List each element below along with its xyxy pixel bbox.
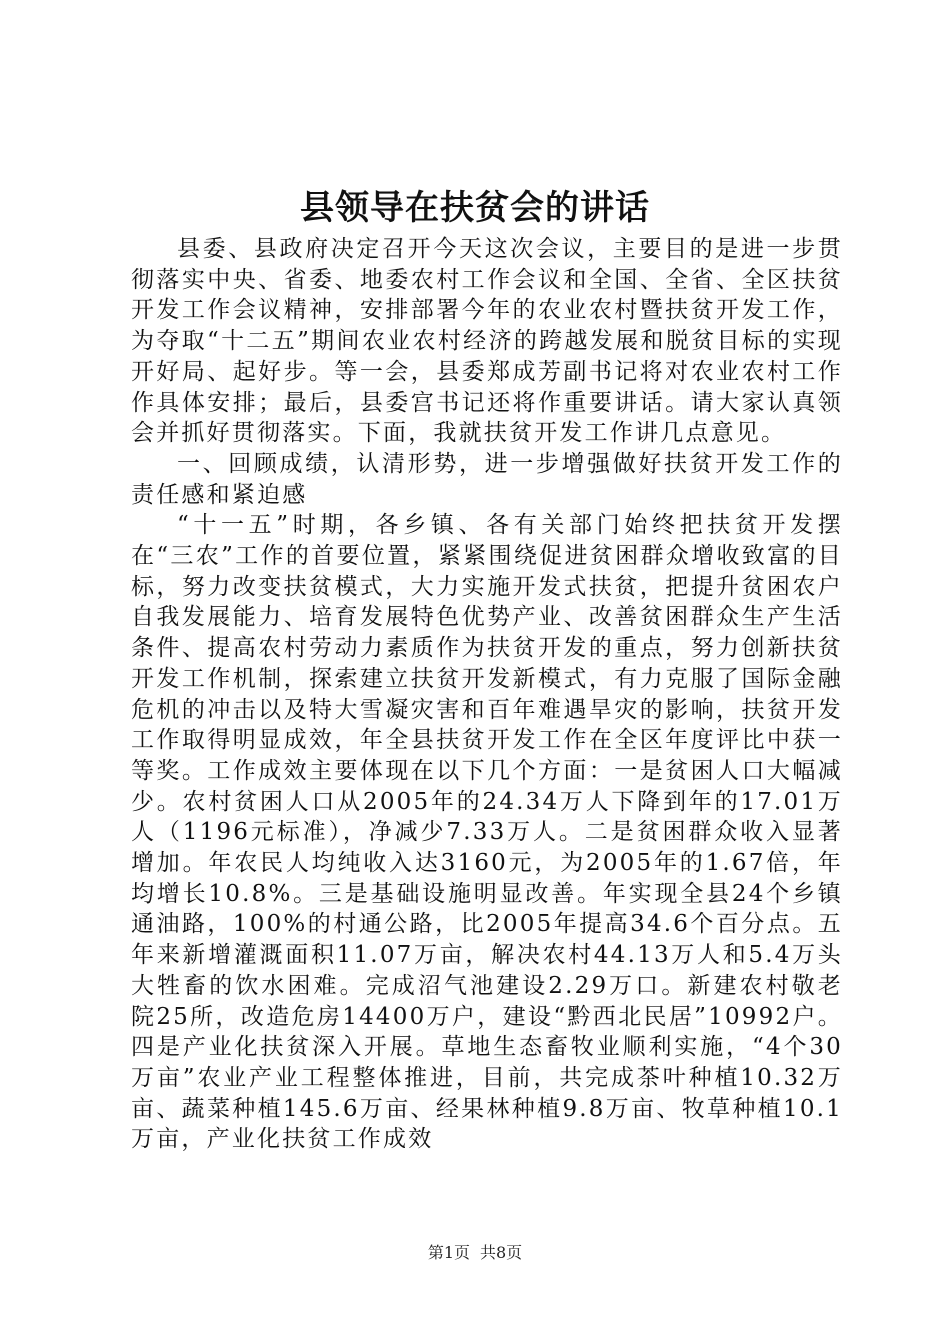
paragraph-intro: 县委、县政府决定召开今天这次会议，主要目的是进一步贯彻落实中央、省委、地委农村工作会议和全国、全省、全区扶贫开发工作会议精神，安排部署今年的农业农村暨扶贫开发工作，为夺取“十二五”期间农业农村经济的跨越发展和脱贫目标的实现开好局、起好步。等一会，县委郑成芳副书记将对农业农村工作作具体安排；最后，县委宫书记还将作重要讲话。请大家认真领会并抓好贯彻落实。下面，我就扶贫开发工作讲几点意见。 <box>131 236 843 447</box>
page-total: 共8页 <box>480 1243 523 1262</box>
document-title: 县领导在扶贫会的讲话 <box>300 188 650 228</box>
page-number: 第1页 <box>427 1243 470 1262</box>
document-body <box>131 234 843 1155</box>
page-footer <box>0 1243 950 1263</box>
paragraph-section-heading: 一、回顾成绩，认清形势，进一步增强做好扶贫开发工作的责任感和紧迫感 <box>131 450 843 508</box>
paragraph-achievements: “十一五”时期，各乡镇、各有关部门始终把扶贫开发摆在“三农”工作的首要位置，紧紧围绕促进贫困群众增收致富的目标，努力改变扶贫模式，大力实施开发式扶贫，把提升贫困农户自我发展能力、培育发展特色优势产业、改善贫困群众生产生活条件、提高农村劳动力素质作为扶贫开发的重点，努力创新扶贫开发工作机制，探索建立扶贫开发新模式，有力克服了国际金融危机的冲击以及特大雪凝灾害和百年难遇旱灾的影响，扶贫开发工作取得明显成效，年全县扶贫开发工作在全区年度评比中获一等奖。工作成效主要体现在以下几个方面：一是贫困人口大幅减少。农村贫困人口从2005年的24.34万人下降到年的17.01万人（1196元标准），净减少7.33万人。二是贫困群众收入显著增加。年农民人均纯收入达3160元，为2005年的1.67倍，年均增长10.8%。三是基础设施明显改善。年实现全县24个乡镇通油路，100%的村通公路，比2005年提高34.6个百分点。五年来新增灌溉面积11.07万亩，解决农村44.13万人和5.4万头大牲畜的饮水困难。完成沼气池建设2.29万口。新建农村敬老院25所，改造危房14400万户，建设“黔西北民居”10992户。四是产业化扶贫深入开展。草地生态畜牧业顺利实施，“4个30万亩”农业产业工程整体推进，目前，共完成茶叶种植10.32万亩、蔬菜种植145.6万亩、经果林种植9.8万亩、牧草种植10.1万亩，产业化扶贫工作成效 <box>131 512 843 1153</box>
